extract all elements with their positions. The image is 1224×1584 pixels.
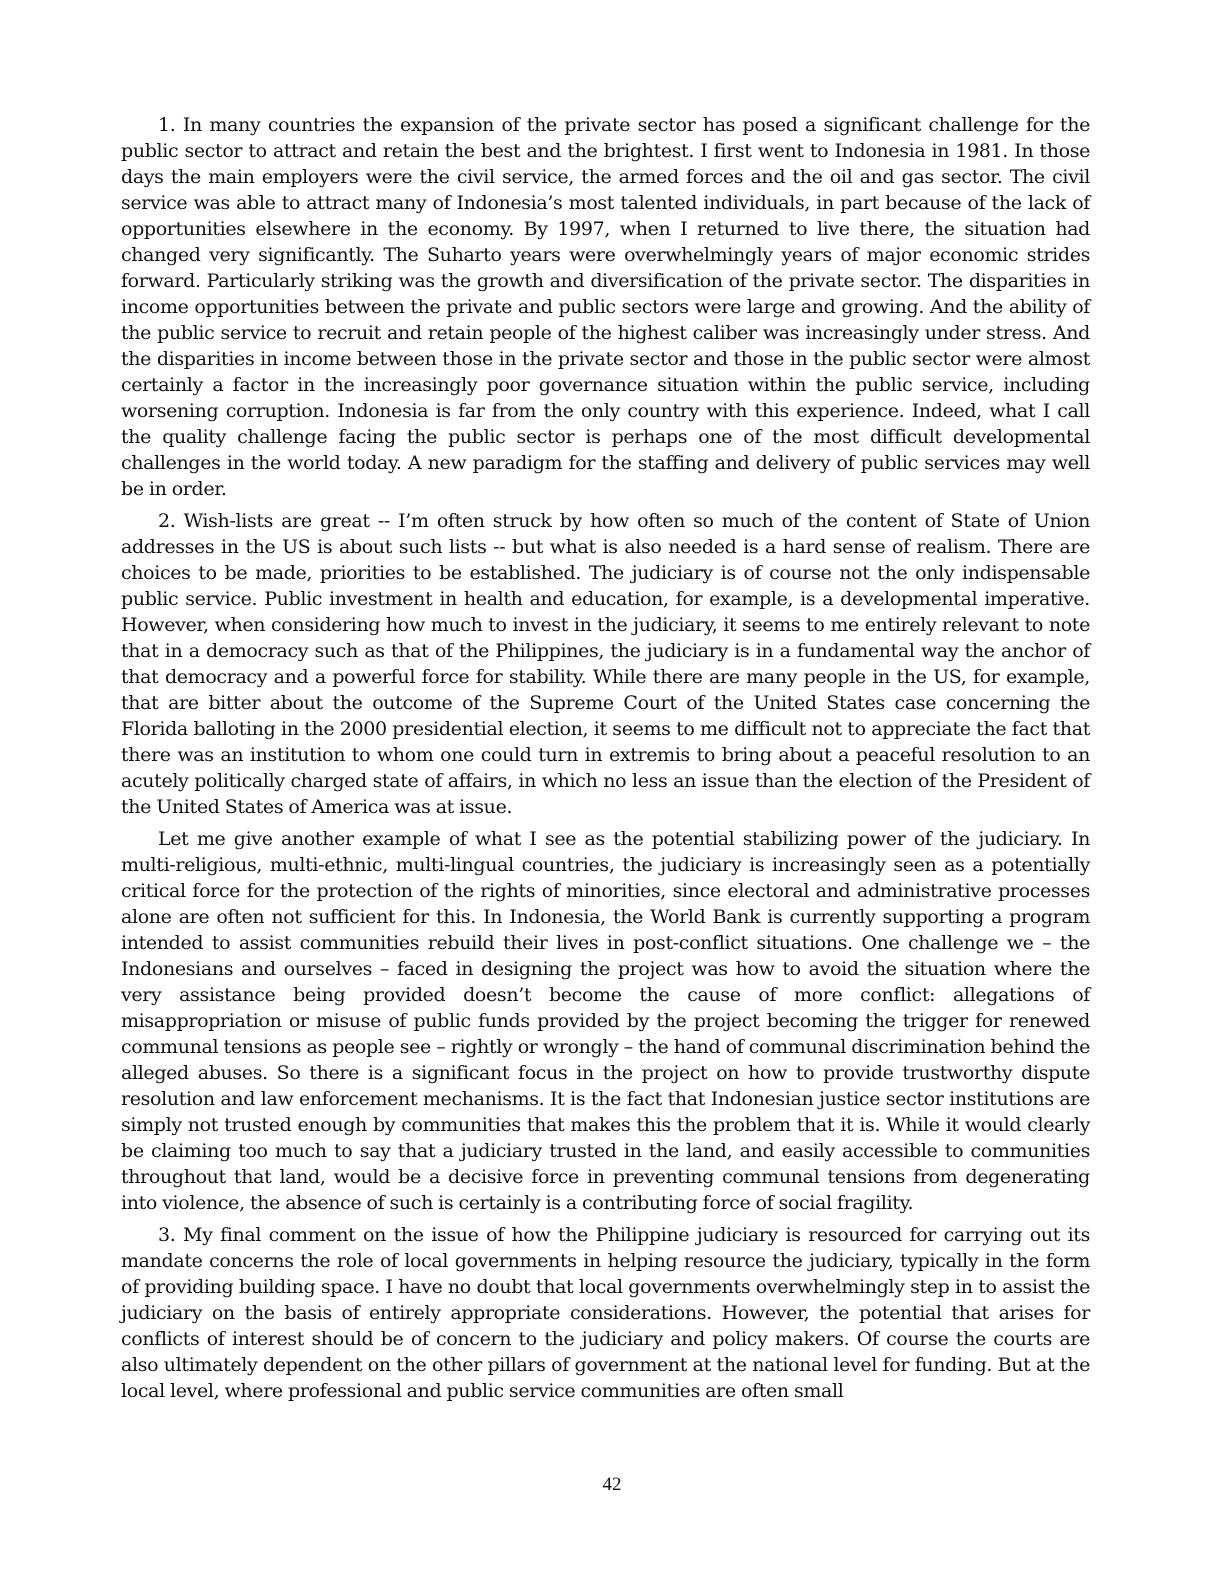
page-number: 42	[602, 1474, 622, 1495]
paragraph-stabilizing-power: Let me give another example of what I see as the potential stabilizing power of the judiciary. In multi-religious, multi-ethnic, multi-lingual countries, the judiciary is increasingly seen as a potentially critical force for the protection of the rights of minorities, since electoral and administrative processes alone are often not sufficient for this. In Indonesia, the World Bank is currently supporting a program intended to assist communities rebuild their lives in post-conflict situations. One challenge we – the Indonesians and ourselves – faced in designing the project was how to avoid the situation where the very assistance being provided doesn’t become the cause of more conflict: allegations of misappropriation or misuse of public funds provided by the project becoming the trigger for renewed communal tensions as people see – rightly or wrongly – the hand of communal discrimination behind the alleged abuses. So there is a significant focus in the project on how to provide trustworthy dispute resolution and law enforcement mechanisms. It is the fact that Indonesian justice sector institutions are simply not trusted enough by communities that makes this the problem that it is. While it would clearly be claiming too much to say that a judiciary trusted in the land, and easily accessible to communities throughout that land, would be a decisive force in preventing communal tensions from degenerating into violence, the absence of such is certainly is a contributing force of social fragility.	[121, 828, 1090, 1214]
paragraph-wish-lists: 2. Wish-lists are great -- I’m often struck by how often so much of the content of State of Union addresses in the US is about such lists -- but what is also needed is a hard sense of realism. There are choices to be made, priorities to be established. The judiciary is of course not the only indispensable public service. Public investment in health and education, for example, is a developmental imperative. However, when considering how much to invest in the judiciary, it seems to me entirely relevant to note that in a democracy such as that of the Philippines, the judiciary is in a fundamental way the anchor of that democracy and a powerful force for stability. While there are many people in the US, for example, that are bitter about the outcome of the Supreme Court of the United States case concerning the Florida balloting in the 2000 presidential election, it seems to me difficult not to appreciate the fact that there was an institution to whom one could turn in extremis to bring about a peaceful resolution to an acutely politically charged state of affairs, in which no less an issue than the election of the President of the United States of America was at issue.	[121, 510, 1090, 818]
paragraph-private-sector-challenge: 1. In many countries the expansion of the private sector has posed a significant challenge for the public sector to attract and retain the best and the brightest. I first went to Indonesia in 1981. In those days the main employers were the civil service, the armed forces and the oil and gas sector. The civil service was able to attract many of Indonesia’s most talented individuals, in part because of the lack of opportunities elsewhere in the economy. By 1997, when I returned to live there, the situation had changed very significantly. The Suharto years were overwhelmingly years of major economic strides forward. Particularly striking was the growth and diversification of the private sector. The disparities in income opportunities between the private and public sectors were large and growing. And the ability of the public service to recruit and retain people of the highest caliber was increasingly under stress. And the disparities in income between those in the private sector and those in the public sector were almost certainly a factor in the increasingly poor governance situation within the public service, including worsening corruption. Indonesia is far from the only country with this experience. Indeed, what I call the quality challenge facing the public sector is perhaps one of the most difficult developmental challenges in the world today. A new paradigm for the staffing and delivery of public services may well be in order.	[121, 114, 1090, 500]
paragraph-local-governments: 3. My final comment on the issue of how the Philippine judiciary is resourced for carrying out its mandate concerns the role of local governments in helping resource the judiciary, typically in the form of providing building space. I have no doubt that local governments overwhelmingly step in to assist the judiciary on the basis of entirely appropriate considerations. However, the potential that arises for conflicts of interest should be of concern to the judiciary and policy makers. Of course the courts are also ultimately dependent on the other pillars of government at the national level for funding. But at the local level, where professional and public service communities are often small	[121, 1224, 1090, 1402]
page-body	[121, 112, 1090, 1410]
